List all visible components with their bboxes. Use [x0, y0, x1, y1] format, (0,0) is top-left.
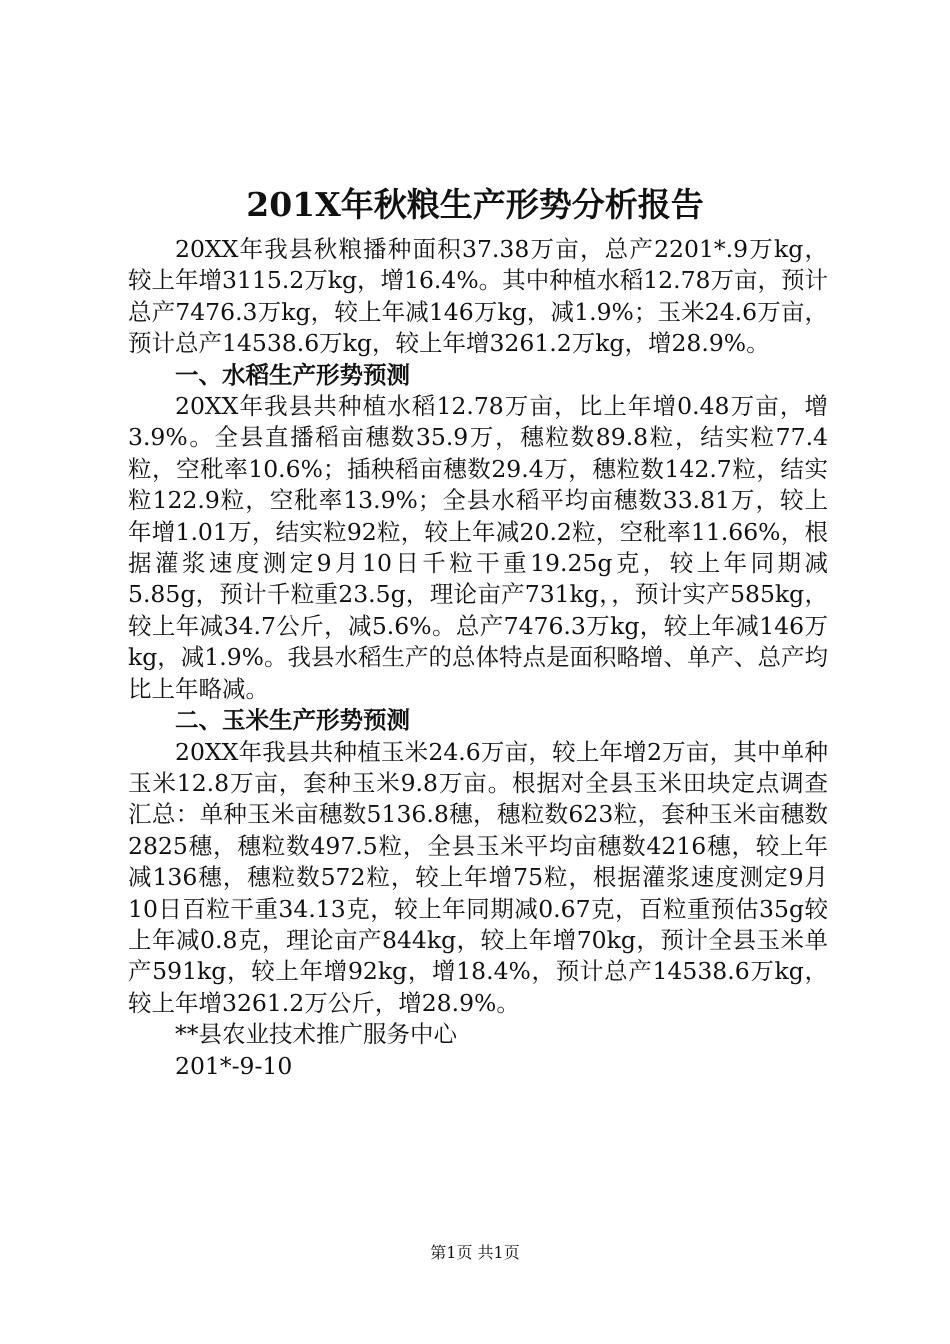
corn-paragraph: 20XX年我县共种植玉米24.6万亩，较上年增2万亩，其中单种玉米12.8万亩，套种玉米9.8万亩。根据对全县玉米田块定点调查汇总：单种玉米亩穗数5136.8穗，穗粒数623粒，套种玉米亩穗数2825穗，穗粒数497.5粒，全县玉米平均亩穗数4216穗，较上年减136穗，穗粒数572粒，较上年增75粒，根据灌浆速度测定9月10日百粒干重34.13克，较上年同期减0.67克，百粒重预估35g较上年减0.8克，理论亩产844kg，较上年增70kg，预计全县玉米单产591kg，较上年增92kg，增18.4%，预计总产14538.6万kg，较上年增3261.2万公斤，增28.9%。 — [128, 737, 828, 1017]
page-footer: 第1页 共1页 — [430, 1243, 520, 1262]
document-body — [128, 234, 828, 1082]
signature-date: 201*-9-10 — [175, 1051, 293, 1080]
rice-paragraph: 20XX年我县共种植水稻12.78万亩，比上年增0.48万亩，增3.9%。全县直播稻亩穗数35.9万，穗粒数89.8粒，结实粒77.4粒，空秕率10.6%；插秧稻亩穗数29.4万，穗粒数142.7粒，结实粒122.9粒，空秕率13.9%；全县水稻平均亩穗数33.81万，较上年增1.01万，结实粒92粒，较上年减20.2粒，空秕率11.66%，根据灌浆速度测定9月10日千粒干重19.25g克，较上年同期减5.85g，预计千粒重23.5g，理论亩产731kg，，预计实产585kg，较上年减34.7公斤，减5.6%。总产7476.3万kg，较上年减146万kg，减1.9%。我县水稻生产的总体特点是面积略增、单产、总产均比上年略减。 — [128, 392, 828, 703]
intro-paragraph: 20XX年我县秋粮播种面积37.38万亩，总产2201*.9万kg，较上年增3115.2万kg，增16.4%。其中种植水稻12.78万亩，预计总产7476.3万kg，较上年减146万kg，减1.9%；玉米24.6万亩，预计总产14538.6万kg，较上年增3261.2万kg，增28.9%。 — [128, 235, 828, 358]
document-title: 201X年秋粮生产形势分析报告 — [246, 185, 704, 224]
section-heading-rice: 一、水稻生产形势预测 — [175, 360, 410, 389]
section-heading-corn: 二、玉米生产形势预测 — [175, 706, 410, 735]
signature-organization: **县农业技术推广服务中心 — [175, 1020, 457, 1049]
